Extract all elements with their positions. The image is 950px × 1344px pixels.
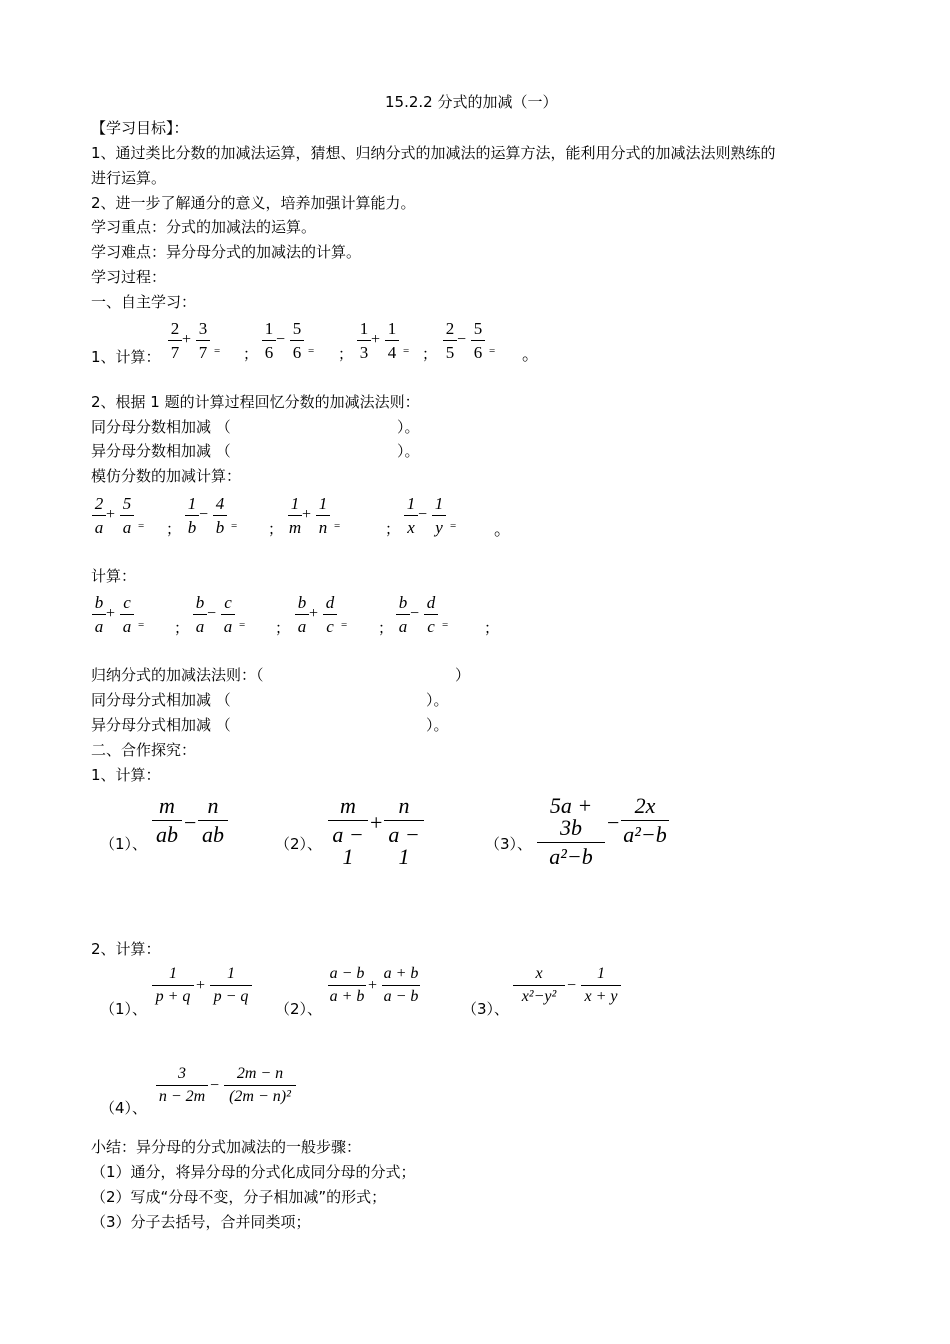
q1-frac-3-left	[357, 320, 371, 361]
imitate-frac-2-right	[213, 495, 227, 536]
q1-frac-3-op: +	[371, 331, 381, 348]
q1-frac-4-op: −	[457, 331, 467, 348]
q1-frac-1-left	[168, 320, 182, 361]
p2_q1-3-left-denominator: a²−b	[549, 844, 593, 869]
p2_q1-3-left-bar	[537, 842, 605, 843]
imitate-frac-4-left-denominator: x	[407, 518, 415, 537]
imitate-frac-2-op: −	[199, 506, 209, 523]
q1-frac-4-right-denominator: 6	[473, 343, 483, 362]
imitate-frac-4-left	[404, 495, 418, 536]
same-denom-expr: 同分母分式相加减 （	[91, 691, 231, 709]
calc-frac-3-right-bar	[323, 614, 337, 615]
imitate-frac-2-left-denominator: b	[187, 518, 197, 537]
imitate-frac-4-left-numerator: 1	[406, 494, 416, 513]
calc-frac-1-right	[120, 594, 134, 635]
calc-frac-1-left-numerator: b	[94, 593, 104, 612]
calc-frac-3-left	[295, 594, 309, 635]
q1-frac-1-left-bar	[168, 340, 182, 341]
part2-heading: 二、合作探究：	[91, 741, 197, 759]
q1-frac-3-right-numerator: 1	[387, 319, 397, 338]
calc-frac-3-right-numerator: d	[325, 593, 335, 612]
imitate-frac-4-right-numerator: 1	[434, 494, 444, 513]
p2_q2-4-right-denominator: (2m − n)²	[229, 1088, 291, 1105]
imitate-frac-2-right-numerator: 4	[215, 494, 225, 513]
p2_q2-1-right-numerator: 1	[227, 965, 235, 982]
q1-frac-2-right	[290, 320, 304, 361]
p2_q1-1-right-bar	[198, 820, 228, 821]
calc-frac-2-right-numerator: c	[224, 593, 232, 612]
p2_q2-3-left	[513, 966, 565, 1005]
calc-frac-2-left-denominator: a	[195, 617, 205, 636]
q1-label: 1、计算：	[91, 348, 161, 366]
calc-frac-4-left	[396, 594, 410, 635]
p2_q2-3-left-bar	[513, 985, 565, 986]
calc-frac-3-left-denominator: a	[297, 617, 307, 636]
p2_q2-1-left-bar	[152, 985, 194, 986]
calc-frac-1-left-bar	[92, 614, 106, 615]
imitate-frac-2-left	[185, 495, 199, 536]
calc-frac-4-sep: ；	[484, 619, 500, 637]
p2_q2-4-right-numerator: 2m − n	[236, 1065, 284, 1082]
summary-step-1: （1）通分，将异分母的分式化成同分母的分式；	[91, 1163, 416, 1181]
imitate-frac-4-left-bar	[404, 515, 418, 516]
p2_q1-1-right-denominator: ab	[202, 822, 224, 847]
diff-denom-fraction: 异分母分数相加减 （	[91, 442, 231, 460]
induce-rule: 归纳分式的加减法法则：（	[91, 666, 264, 684]
p2_q2-3-left-numerator: x	[535, 965, 543, 982]
p2_q2-2-right-denominator: a − b	[383, 988, 419, 1005]
calc-frac-2-op: −	[207, 605, 217, 622]
q1-frac-1-eq: =	[214, 345, 221, 357]
q1-frac-4-left-numerator: 2	[445, 319, 455, 338]
p2_q2-2-right	[382, 966, 420, 1005]
calc-frac-2-left-numerator: b	[195, 593, 205, 612]
imitate-frac-1-sep: ；	[166, 520, 182, 538]
q1-frac-4-left	[443, 320, 457, 361]
calc-frac-3-right	[323, 594, 337, 635]
p2_q2-2-right-bar	[382, 985, 420, 986]
imitate-frac-4-right	[432, 495, 446, 536]
p2_q2-1-right	[210, 966, 252, 1005]
p2_q1-3-left	[537, 795, 605, 868]
q1-frac-2-right-bar	[290, 340, 304, 341]
imitate-frac-2-sep: ；	[268, 520, 284, 538]
imitate-frac-1-op: +	[106, 506, 116, 523]
calc-frac-1-right-bar	[120, 614, 134, 615]
calc-frac-4-right-bar	[424, 614, 438, 615]
imitate-frac-3-right-numerator: 1	[318, 494, 328, 513]
calc-frac-1-sep: ；	[174, 619, 190, 637]
p2_q1-2-left-denominator: a − 1	[332, 822, 364, 869]
difficulty: 学习难点：异分母分式的加减法的计算。	[91, 243, 362, 261]
p2_q2-2-left	[328, 966, 366, 1005]
same-denom-expr-close: ）。	[426, 691, 449, 709]
imitate-frac-4-op: −	[418, 506, 428, 523]
imitate-frac-1-right-denominator: a	[122, 518, 132, 537]
p2_q1-3-op: −	[607, 810, 620, 835]
calc-frac-4-op: −	[410, 605, 420, 622]
p2_q2-2-left-bar	[328, 985, 366, 986]
calc-frac-3-left-numerator: b	[297, 593, 307, 612]
diff-denom-expr-close: ）。	[426, 716, 449, 734]
imitate-frac-2-right-bar	[213, 515, 227, 516]
summary-step-3: （3）分子去括号，合并同类项；	[91, 1213, 311, 1231]
p2-q1-label: 1、计算：	[91, 766, 161, 784]
calc-frac-4-right	[424, 594, 438, 635]
p2_q2-1-right-bar	[210, 985, 252, 986]
imitate-frac-3-sep: ；	[385, 520, 401, 538]
q1-frac-3-right-denominator: 4	[387, 343, 397, 362]
p2_q2-item-label-3: （3）、	[462, 1000, 510, 1018]
imitate-frac-3-right-bar	[316, 515, 330, 516]
diff-denom-expr: 异分母分式相加减 （	[91, 716, 231, 734]
q1-frac-4-left-bar	[443, 340, 457, 341]
calc-frac-4-right-numerator: d	[426, 593, 436, 612]
p2_q2-3-left-denominator: x²−y²	[521, 988, 557, 1005]
imitate-frac-2-right-denominator: b	[215, 518, 225, 537]
imitate-frac-4-right-bar	[432, 515, 446, 516]
p2_q1-1-left-numerator: m	[159, 793, 175, 818]
p2_q2-3-right	[581, 966, 621, 1005]
diff-denom-fraction-close: ）。	[397, 442, 420, 460]
objective-1-line2: 进行运算。	[91, 169, 167, 187]
imitate-frac-end-mark: 。	[494, 520, 511, 540]
q2-text: 2、根据 1 题的计算过程回忆分数的加减法法则：	[91, 393, 420, 411]
calc-frac-3-sep: ；	[378, 619, 394, 637]
p2_q2-4-op: −	[210, 1077, 220, 1094]
p2_q1-2-left	[328, 795, 368, 868]
imitate-frac-1-right-numerator: 5	[122, 494, 132, 513]
p2_q2-4-left-numerator: 3	[178, 1065, 186, 1082]
calc-frac-1-left-denominator: a	[94, 617, 104, 636]
q1-frac-end-mark: 。	[522, 345, 539, 365]
p2_q2-item-label-1: （1）、	[100, 1000, 148, 1018]
calc-frac-4-right-denominator: c	[427, 617, 435, 636]
q1-frac-1-right-denominator: 7	[198, 343, 208, 362]
p2_q2-4-left-denominator: n − 2m	[158, 1088, 206, 1105]
q1-frac-1-left-denominator: 7	[170, 343, 180, 362]
p2_q1-3-left-numerator: 5a + 3b	[549, 793, 593, 840]
q1-frac-4-eq: =	[489, 345, 496, 357]
q1-frac-2-sep: ；	[338, 345, 354, 363]
q1-frac-2-right-denominator: 6	[292, 343, 302, 362]
calc-frac-3-op: +	[309, 605, 319, 622]
q1-frac-3-left-numerator: 1	[359, 319, 369, 338]
p2_q1-3-right-denominator: a²−b	[623, 822, 667, 847]
calc-frac-3-left-bar	[295, 614, 309, 615]
imitate-frac-2-left-bar	[185, 515, 199, 516]
same-denom-fraction: 同分母分数相加减 （	[91, 418, 231, 436]
q1-frac-1-right	[196, 320, 210, 361]
p2_q2-1-left-denominator: p + q	[155, 988, 191, 1005]
calc-label: 计算：	[91, 567, 137, 585]
calc-frac-2-eq: =	[239, 619, 246, 631]
key-point: 学习重点：分式的加减法的运算。	[91, 218, 317, 236]
objectives-heading: 【学习目标】：	[91, 119, 189, 137]
p2_q2-4-left	[156, 1066, 208, 1105]
p2_q2-4-right	[224, 1066, 296, 1105]
imitate-frac-3-right	[316, 495, 330, 536]
imitate-frac-4-eq: =	[450, 520, 457, 532]
calc-frac-2-left	[193, 594, 207, 635]
imitate-frac-1-left-denominator: a	[94, 518, 104, 537]
q1-frac-4-left-denominator: 5	[445, 343, 455, 362]
imitate-label: 模仿分数的加减计算：	[91, 467, 242, 485]
same-denom-fraction-close: ）。	[397, 418, 420, 436]
p2_q2-1-left-numerator: 1	[169, 965, 177, 982]
calc-frac-3-eq: =	[341, 619, 348, 631]
q1-frac-2-left	[262, 320, 276, 361]
q1-frac-4-right-numerator: 5	[473, 319, 483, 338]
p2_q2-2-left-numerator: a − b	[329, 965, 365, 982]
imitate-frac-2-left-numerator: 1	[187, 494, 197, 513]
calc-frac-4-eq: =	[442, 619, 449, 631]
q1-frac-1-left-numerator: 2	[170, 319, 180, 338]
q1-frac-3-left-bar	[357, 340, 371, 341]
imitate-frac-1-right-bar	[120, 515, 134, 516]
q1-frac-1-right-bar	[196, 340, 210, 341]
imitate-frac-3-op: +	[302, 506, 312, 523]
imitate-frac-4-right-denominator: y	[435, 518, 443, 537]
p2_q1-1-left-denominator: ab	[156, 822, 178, 847]
calc-frac-2-right	[221, 594, 235, 635]
calc-frac-1-eq: =	[138, 619, 145, 631]
p2_q2-4-left-bar	[156, 1085, 208, 1086]
q1-frac-3-right	[385, 320, 399, 361]
q1-frac-2-left-denominator: 6	[264, 343, 274, 362]
q1-frac-1-sep: ；	[243, 345, 259, 363]
p2_q1-2-left-bar	[328, 820, 368, 821]
calc-frac-2-right-bar	[221, 614, 235, 615]
q1-frac-3-left-denominator: 3	[359, 343, 369, 362]
imitate-frac-3-eq: =	[334, 520, 341, 532]
q1-frac-4-right-bar	[471, 340, 485, 341]
q1-frac-1-right-numerator: 3	[198, 319, 208, 338]
calc-frac-4-left-bar	[396, 614, 410, 615]
summary-step-2: （2）写成“分母不变，分子相加减”的形式；	[91, 1188, 387, 1206]
q1-frac-3-right-bar	[385, 340, 399, 341]
p2_q2-2-op: +	[368, 977, 378, 994]
p2_q1-3-right-numerator: 2x	[634, 793, 656, 818]
imitate-frac-1-right	[120, 495, 134, 536]
imitate-frac-1-left	[92, 495, 106, 536]
calc-frac-2-right-denominator: a	[223, 617, 233, 636]
p2_q1-2-right-numerator: n	[398, 793, 410, 818]
p2_q1-2-left-numerator: m	[340, 793, 356, 818]
p2_q1-2-right-bar	[384, 820, 424, 821]
p2_q1-item-label-1: （1）、	[100, 835, 148, 853]
p2_q2-item-label-2: （2）、	[275, 1000, 323, 1018]
p2_q2-2-left-denominator: a + b	[329, 988, 365, 1005]
p2_q2-1-op: +	[196, 977, 206, 994]
calc-frac-2-sep: ；	[275, 619, 291, 637]
calc-frac-1-op: +	[106, 605, 116, 622]
imitate-frac-1-eq: =	[138, 520, 145, 532]
q1-frac-2-op: −	[276, 331, 286, 348]
process-label: 学习过程：	[91, 268, 167, 286]
imitate-frac-3-left-denominator: m	[288, 518, 302, 537]
q1-frac-3-eq: =	[403, 345, 410, 357]
imitate-frac-2-eq: =	[231, 520, 238, 532]
p2_q1-2-right-denominator: a − 1	[388, 822, 420, 869]
p2_q1-1-left	[152, 795, 182, 846]
q1-frac-1-op: +	[182, 331, 192, 348]
imitate-frac-3-right-denominator: n	[318, 518, 328, 537]
calc-frac-1-right-numerator: c	[123, 593, 131, 612]
p2-q2-label: 2、计算：	[91, 940, 161, 958]
q1-frac-2-left-numerator: 1	[264, 319, 274, 338]
p2_q1-3-right-bar	[621, 820, 669, 821]
summary-heading: 小结：异分母的分式加减法的一般步骤：	[91, 1138, 362, 1156]
calc-frac-1-right-denominator: a	[122, 617, 132, 636]
objective-2: 2、进一步了解通分的意义，培养加强计算能力。	[91, 194, 416, 212]
p2_q2-1-left	[152, 966, 194, 1005]
p2_q1-item-label-3: （3）、	[485, 835, 533, 853]
calc-frac-4-left-denominator: a	[398, 617, 408, 636]
imitate-frac-1-left-bar	[92, 515, 106, 516]
imitate-frac-3-left-numerator: 1	[290, 494, 300, 513]
q1-frac-4-right	[471, 320, 485, 361]
q1-frac-2-eq: =	[308, 345, 315, 357]
p2_q2-item-label-4: （4）、	[100, 1099, 148, 1117]
q1-frac-2-right-numerator: 5	[292, 319, 302, 338]
calc-frac-2-left-bar	[193, 614, 207, 615]
p2_q2-3-op: −	[567, 977, 577, 994]
objective-1-line1: 1、通过类比分数的加减法运算，猜想、归纳分式的加减法的运算方法，能利用分式的加减法法则熟练的	[91, 144, 776, 162]
calc-frac-4-left-numerator: b	[398, 593, 408, 612]
p2_q1-1-right	[198, 795, 228, 846]
p2_q1-3-right	[621, 795, 669, 846]
q1-frac-3-sep: ；	[422, 345, 438, 363]
p2_q2-1-right-denominator: p − q	[213, 988, 249, 1005]
p2_q2-3-right-bar	[581, 985, 621, 986]
page-title: 15.2.2 分式的加减（一）	[385, 93, 558, 111]
calc-frac-3-right-denominator: c	[326, 617, 334, 636]
p2_q2-4-right-bar	[224, 1085, 296, 1086]
p2_q1-item-label-2: （2）、	[275, 835, 323, 853]
p2_q2-3-right-numerator: 1	[597, 965, 605, 982]
q1-frac-2-left-bar	[262, 340, 276, 341]
p2_q1-2-right	[384, 795, 424, 868]
p2_q1-1-right-numerator: n	[207, 793, 219, 818]
p2_q1-2-op: +	[370, 810, 383, 835]
calc-frac-1-left	[92, 594, 106, 635]
imitate-frac-1-left-numerator: 2	[94, 494, 104, 513]
p2_q1-1-left-bar	[152, 820, 182, 821]
induce-rule-close: ）	[455, 666, 471, 684]
imitate-frac-3-left	[288, 495, 302, 536]
p2_q1-1-op: −	[184, 810, 197, 835]
p2_q2-3-right-denominator: x + y	[584, 988, 618, 1005]
part1-heading: 一、自主学习：	[91, 293, 197, 311]
imitate-frac-3-left-bar	[288, 515, 302, 516]
p2_q2-2-right-numerator: a + b	[383, 965, 419, 982]
